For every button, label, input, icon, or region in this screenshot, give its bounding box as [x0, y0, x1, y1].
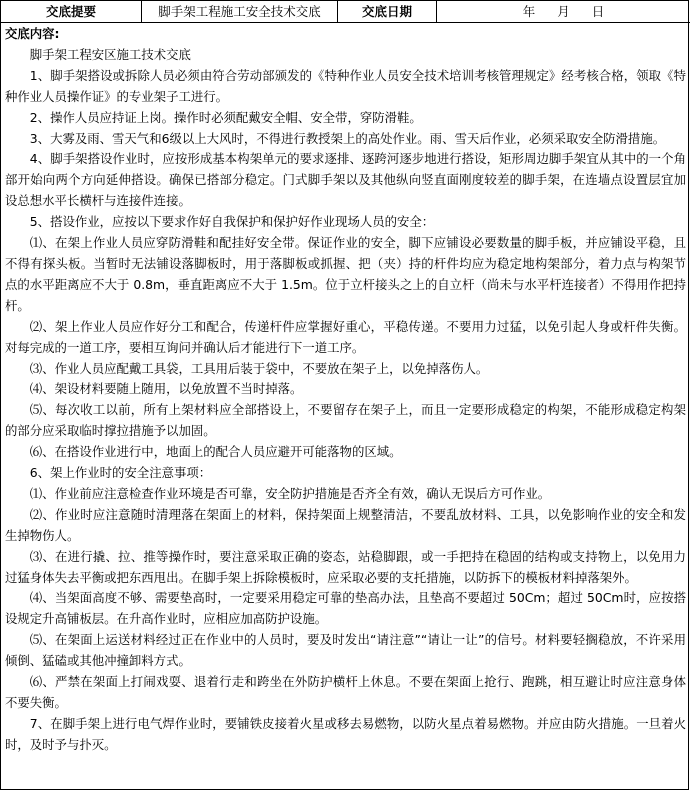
content-paragraph: 脚手架工程安区施工技术交底 [29, 46, 191, 62]
content-paragraph: ⑶、在进行撬、拉、推等操作时，要注意采取正确的姿态，站稳脚跟，或一手把持在稳固的结构或支持物上，以免用力过猛身体失去平衡或把东西甩出。在脚手架上拆除模板时，应采取必要的支托措施，以防拆下的模板材料掉落架外。 [5, 548, 686, 585]
summary-value: 脚手架工程施工安全技术交底 [142, 1, 338, 22]
content-paragraph: 4、脚手架搭设作业时，应按形成基本构架单元的要求逐排、逐跨河逐步地进行搭设，矩形周边脚手架宜从其中的一个角部开始向两个方向延伸搭设。确保已搭部分稳定。门式脚手架以及其他纵向竖直面刚度较差的脚手架，在连墙点设置层宜加设总想水平长横杆与连接件连接。 [5, 151, 686, 209]
content-paragraph: 7、在脚手架上进行电气焊作业时，要铺铁皮接着火星或移去易燃物，以防火星点着易燃物。并应由防火措施。一旦着火时，及时予与扑灭。 [5, 715, 686, 752]
date-month: 月 [557, 4, 570, 19]
date-year: 年 [522, 4, 536, 19]
content-paragraph: 2、操作人员应持证上岗。操作时必须配戴安全帽、安全带，穿防滑鞋。 [29, 109, 422, 125]
content-paragraph: ⑵、作业时应注意随时清理落在架面上的材料，保持架面上规整清洁，不要乱放材料、工具，以免影响作业的安全和发生掉物伤人。 [5, 506, 686, 543]
content-paragraph: 5、搭设作业，应按以下要求作好自我保护和保护好作业现场人员的安全： [29, 214, 435, 230]
content-body [5, 24, 686, 756]
content-paragraph: ⑴、在架上作业人员应穿防滑鞋和配挂好安全带。保证作业的安全，脚下应铺设必要数量的脚手板，并应铺设平稳，且不得有探头板。当暂时无法铺设落脚板时，用于落脚板或抓握、把（夹）持的杆件均应为稳定地构架部分，着力点与构架节点的水平距离应不大于 0.8m，垂直距离应不大于 1.5m。位于立杆接头之上的自立杆（尚未与水平杆连接者）不得用作把持杆。 [5, 235, 686, 313]
summary-label: 交底提要 [1, 1, 142, 22]
content-paragraph: ⑹、严禁在架面上打闹戏耍、退着行走和跨坐在外防护横杆上休息。不要在架面上抢行、跑跳，相互避让时应注意身体不要失衡。 [5, 674, 686, 710]
content-paragraph: ⑵、架上作业人员应作好分工和配合，传递杆件应掌握好重心，平稳传递。不要用力过猛，以免引起人身或杆件失衡。对每完成的一道工序，要相互询问并确认后才能进行下一道工序。 [5, 318, 686, 355]
content-paragraph: ⑷、当架面高度不够、需要垫高时，一定要采用稳定可靠的垫高办法，且垫高不要超过 50Cm；超过 50Cm时，应按搭设规定升高铺板层。在升高作业时，应相应加高防护设施。 [5, 590, 686, 627]
content-paragraph: ⑹、在搭设作业进行中，地面上的配合人员应避开可能落物的区域。 [29, 444, 402, 460]
content-paragraph: 1、脚手架搭设或拆除人员必须由符合劳动部颁发的《特种作业人员安全技术培训考核管理规定》经考核合格，领取《特种作业人员操作证》的专业架子工进行。 [5, 67, 686, 104]
content-paragraph: ⑸、在架面上运送材料经过正在作业中的人员时，要及时发出“请注意”“请让一让”的信号。材料要轻搁稳放，不许采用倾倒、猛磕或其他冲撞卸料方式。 [5, 632, 686, 669]
header-row [1, 1, 690, 23]
content-paragraph: 3、大雾及雨、雪天气和6级以上大风时，不得进行教授架上的高处作业。雨、雪天后作业，必须采取安全防滑措施。 [29, 130, 666, 146]
content-paragraph: ⑶、作业人员应配戴工具袋，工具用后装于袋中，不要放在架子上，以免掉落伤人。 [29, 360, 489, 376]
content-paragraph: ⑴、作业前应注意检查作业环境是否可靠，安全防护措施是否齐全有效，确认无误后方可作业。 [29, 485, 551, 501]
date-day: 日 [591, 4, 605, 19]
content-paragraph: ⑷、架设材料要随上随用，以免放置不当时掉落。 [29, 381, 303, 397]
content-intro-label: 交底内容: [5, 26, 60, 41]
date-label: 交底日期 [338, 1, 437, 22]
content-paragraph: 6、架上作业时的安全注意事项： [29, 465, 212, 481]
content-paragraph: ⑸、每次收工以前，所有上架材料应全部搭设上，不要留存在架子上，而且一定要形成稳定的构架，不能形成稳定构架的部分应采取临时撑拉措施予以加固。 [5, 402, 686, 439]
date-value [437, 1, 690, 22]
